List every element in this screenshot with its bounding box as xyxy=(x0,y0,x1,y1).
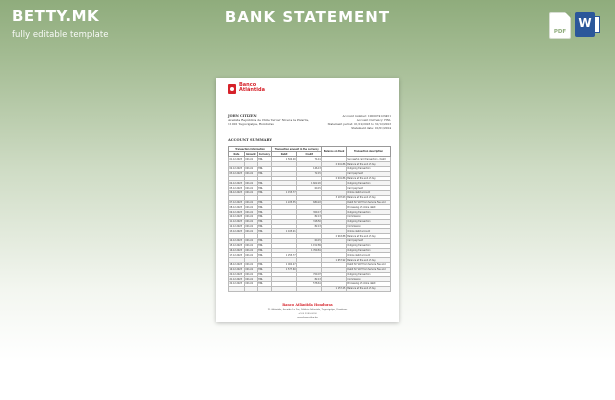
cell-currency: HNL xyxy=(257,186,271,191)
cell-date: 12.12.2023 xyxy=(229,224,245,229)
cell-description: Card payment xyxy=(346,238,390,243)
summary-title: ACCOUNT SUMMARY xyxy=(228,138,272,142)
cell-credit: 1 602.20 xyxy=(297,181,322,186)
header-credit: Credit xyxy=(297,152,322,157)
header-balance: Balance on Book xyxy=(322,147,347,157)
cell-date: 14.12.2023 xyxy=(229,238,245,243)
cell-currency: HNL xyxy=(257,262,271,267)
cell-currency: HNL xyxy=(257,157,271,162)
cell-description: Commission xyxy=(346,277,390,282)
cell-date: 21.12.2023 xyxy=(229,277,245,282)
header-transaction-info: Transaction information xyxy=(229,147,272,152)
cell-currency: HNL xyxy=(257,210,271,215)
cell-currency: HNL xyxy=(257,200,271,205)
cell-currency: HNL xyxy=(257,277,271,282)
cell-date: 19.12.2023 xyxy=(229,267,245,272)
cell-currency: HNL xyxy=(257,181,271,186)
cell-currency: HNL xyxy=(257,253,271,258)
cell-description: Online debit account xyxy=(346,190,390,195)
cell-date: 13.12.2023 xyxy=(229,229,245,234)
cell-amount: 001-01 xyxy=(244,210,257,215)
cell-balance: 3 197.63 xyxy=(322,195,347,200)
cell-debit: 1 155.77 xyxy=(272,190,297,195)
cell-amount: 001-01 xyxy=(244,277,257,282)
cell-description: Balance at the end of day xyxy=(346,162,390,167)
cell-date: 03.12.2023 xyxy=(229,171,245,176)
cell-credit: 82.13 xyxy=(297,224,322,229)
cell-date: 04.12.2023 xyxy=(229,181,245,186)
cell-description: Outgoing transaction xyxy=(346,272,390,277)
cell-currency: HNL xyxy=(257,214,271,219)
cell-amount: 001-01 xyxy=(244,248,257,253)
tagline: fully editable template xyxy=(12,30,109,40)
cell-amount: 001-01 xyxy=(244,253,257,258)
account-meta xyxy=(328,114,391,130)
table-row xyxy=(229,286,391,291)
cell-description: Balance at the end of day xyxy=(346,258,390,263)
cell-currency: HNL xyxy=(257,267,271,272)
cell-currency: HNL xyxy=(257,166,271,171)
cell-debit: 1 500.00 xyxy=(272,157,297,162)
bank-name-line-1: Banco xyxy=(239,82,257,88)
cell-date: 09.12.2023 xyxy=(229,210,245,215)
cell-balance: 2 041.86 xyxy=(322,176,347,181)
cell-date: 16.12.2023 xyxy=(229,248,245,253)
transactions-table xyxy=(228,146,391,292)
cell-description: Commission xyxy=(346,224,390,229)
cell-credit: 72.15 xyxy=(297,171,322,176)
bank-logo-text xyxy=(239,83,265,93)
customer-name: JOHN CITIZEN xyxy=(228,114,257,118)
cell-description: Card payment xyxy=(346,186,390,191)
cell-description: Processing of online debit xyxy=(346,205,390,210)
brand-logo[interactable]: BETTY.MK xyxy=(12,7,100,25)
cell-date: 20.12.2023 xyxy=(229,272,245,277)
cell-date: 06.12.2023 xyxy=(229,190,245,195)
cell-balance: 1 157.25 xyxy=(322,286,347,291)
cell-currency: HNL xyxy=(257,190,271,195)
cell-amount: 001-01 xyxy=(244,205,257,210)
cell-description: Debit for VAT from Service Fee and xyxy=(346,267,390,272)
word-label: W xyxy=(578,16,592,30)
cell-currency: HNL xyxy=(257,248,271,253)
header-debit: Debit xyxy=(272,152,297,157)
cell-amount: 001-01 xyxy=(244,238,257,243)
cell-credit: 318.50 xyxy=(297,219,322,224)
cell-date: 07.12.2023 xyxy=(229,200,245,205)
cell-credit: 60.15 xyxy=(297,238,322,243)
cell-credit xyxy=(297,286,322,291)
header-date: Date xyxy=(229,152,245,157)
cell-description: Outgoing transaction xyxy=(346,248,390,253)
cell-amount: 001-01 xyxy=(244,186,257,191)
cell-amount: 001-01 xyxy=(244,262,257,267)
cell-amount: 001-01 xyxy=(244,181,257,186)
cell-date: 08.12.2023 xyxy=(229,205,245,210)
bank-logo-icon xyxy=(228,84,236,94)
customer-address-2: 11001 Tegucigalpa, Honduras xyxy=(228,122,274,126)
cell-description: Outgoing transaction xyxy=(346,181,390,186)
cell-date: 17.12.2023 xyxy=(229,253,245,258)
cell-credit: 1 769.81 xyxy=(297,248,322,253)
cell-date: 05.12.2023 xyxy=(229,186,245,191)
customer-block xyxy=(228,114,309,126)
cell-amount: 001-01 xyxy=(244,200,257,205)
footer-address: Pl. Atlántida, Avenida La Paz, Edificio Atlántida, Tegucigalpa, Honduras xyxy=(267,308,348,311)
cell-amount: 001-01 xyxy=(244,224,257,229)
cell-date: 02.12.2023 xyxy=(229,166,245,171)
cell-description: Outgoing transaction xyxy=(346,166,390,171)
cell-amount: 001-01 xyxy=(244,171,257,176)
cell-currency: HNL xyxy=(257,229,271,234)
cell-amount: 001-01 xyxy=(244,243,257,248)
account-number: Account number: 1000074123451 xyxy=(342,114,391,118)
cell-date xyxy=(229,286,245,291)
cell-debit xyxy=(272,286,297,291)
account-currency: Account Currency: HNL xyxy=(356,118,391,122)
pdf-label: PDF xyxy=(553,29,567,35)
cell-description: Card payment xyxy=(346,171,390,176)
pdf-file-icon[interactable] xyxy=(549,12,571,39)
cell-currency: HNL xyxy=(257,282,271,287)
cell-currency xyxy=(257,286,271,291)
cell-credit: 60.15 xyxy=(297,186,322,191)
footer-web: www.bancatlan.hn xyxy=(297,316,318,319)
cell-debit: 1 225.35 xyxy=(272,200,297,205)
cell-description: Debit for VAT from Service Fee and xyxy=(346,262,390,267)
cell-date: 10.12.2023 xyxy=(229,214,245,219)
word-file-icon[interactable] xyxy=(575,12,595,37)
cell-amount: 001-01 xyxy=(244,229,257,234)
cell-description: Outgoing transaction xyxy=(346,243,390,248)
cell-currency: HNL xyxy=(257,238,271,243)
cell-credit: 74.41 xyxy=(297,157,322,162)
cell-credit: 82.13 xyxy=(297,214,322,219)
cell-description: Balance at the end of day xyxy=(346,234,390,239)
customer-address-1: Avenida República de Chile Tercer Nivel a la Pizarra, xyxy=(228,118,309,122)
cell-date: 11.12.2023 xyxy=(229,219,245,224)
cell-debit: 1 105.21 xyxy=(272,229,297,234)
transactions-body xyxy=(229,157,391,291)
bank-name-line-2: Atlántida xyxy=(239,87,265,94)
header-currency: Currency xyxy=(258,152,270,156)
cell-credit: 1 152.89 xyxy=(297,243,322,248)
footer-bank-name: Banco Atlántida Honduras xyxy=(282,303,333,307)
cell-credit: 146.13 xyxy=(297,166,322,171)
cell-currency: HNL xyxy=(257,224,271,229)
cell-debit: 1 002.27 xyxy=(272,262,297,267)
footer-phone: +504 2280-0000 xyxy=(298,312,317,315)
statement-preview xyxy=(216,78,399,322)
cell-description: Successful card transaction - Debit xyxy=(346,157,390,162)
cell-description: Online debit account xyxy=(346,229,390,234)
cell-amount: 001-01 xyxy=(244,166,257,171)
cell-date: 18.12.2023 xyxy=(229,262,245,267)
cell-description: Processing of online debit xyxy=(346,282,390,287)
cell-description: Outgoing transaction xyxy=(346,219,390,224)
cell-date: 15.12.2023 xyxy=(229,243,245,248)
cell-amount: 001-01 xyxy=(244,272,257,277)
cell-currency: HNL xyxy=(257,205,271,210)
header-description: Transaction description xyxy=(346,147,390,157)
cell-description: Balance at the end of day xyxy=(346,195,390,200)
cell-description: Online debit account xyxy=(346,253,390,258)
cell-amount: 001-01 xyxy=(244,267,257,272)
cell-amount: 001-01 xyxy=(244,157,257,162)
cell-balance: 1 657.92 xyxy=(322,258,347,263)
cell-balance: 2 041.86 xyxy=(322,162,347,167)
cell-description: Balance at the end of day xyxy=(346,286,390,291)
statement-period: Statement period: 01/12/2023 to 31/12/2023 xyxy=(327,122,391,126)
page-title: BANK STATEMENT xyxy=(224,8,391,26)
cell-currency: HNL xyxy=(257,171,271,176)
cell-description: Debit for VAT from Service Fee and xyxy=(346,200,390,205)
header-amount-in-currency: Transaction amount in the currency xyxy=(272,147,322,152)
cell-currency: HNL xyxy=(257,272,271,277)
cell-description: Balance at the end of day xyxy=(346,176,390,181)
cell-description: Outgoing transaction xyxy=(346,210,390,215)
cell-amount: 001-01 xyxy=(244,282,257,287)
cell-date: 22.12.2023 xyxy=(229,282,245,287)
cell-currency: HNL xyxy=(257,219,271,224)
cell-amount: 001-01 xyxy=(244,219,257,224)
cell-description: Commission xyxy=(346,214,390,219)
cell-credit: 578.61 xyxy=(297,282,322,287)
cell-credit: 82.13 xyxy=(297,277,322,282)
cell-balance: 2 918.88 xyxy=(322,234,347,239)
cell-currency: HNL xyxy=(257,243,271,248)
cell-credit: 680.22 xyxy=(297,200,322,205)
cell-date: 01.12.2023 xyxy=(229,157,245,162)
cell-credit: 709.07 xyxy=(297,272,322,277)
cell-amount: 001-01 xyxy=(244,190,257,195)
statement-date: Statement date: 01/01/2024 xyxy=(351,126,391,130)
cell-credit: 309.17 xyxy=(297,210,322,215)
cell-amount xyxy=(244,286,257,291)
cell-amount: 001-01 xyxy=(244,214,257,219)
cell-debit: 1 255.77 xyxy=(272,253,297,258)
header-amount: Amount xyxy=(245,152,256,156)
cell-debit: 1 577.60 xyxy=(272,267,297,272)
